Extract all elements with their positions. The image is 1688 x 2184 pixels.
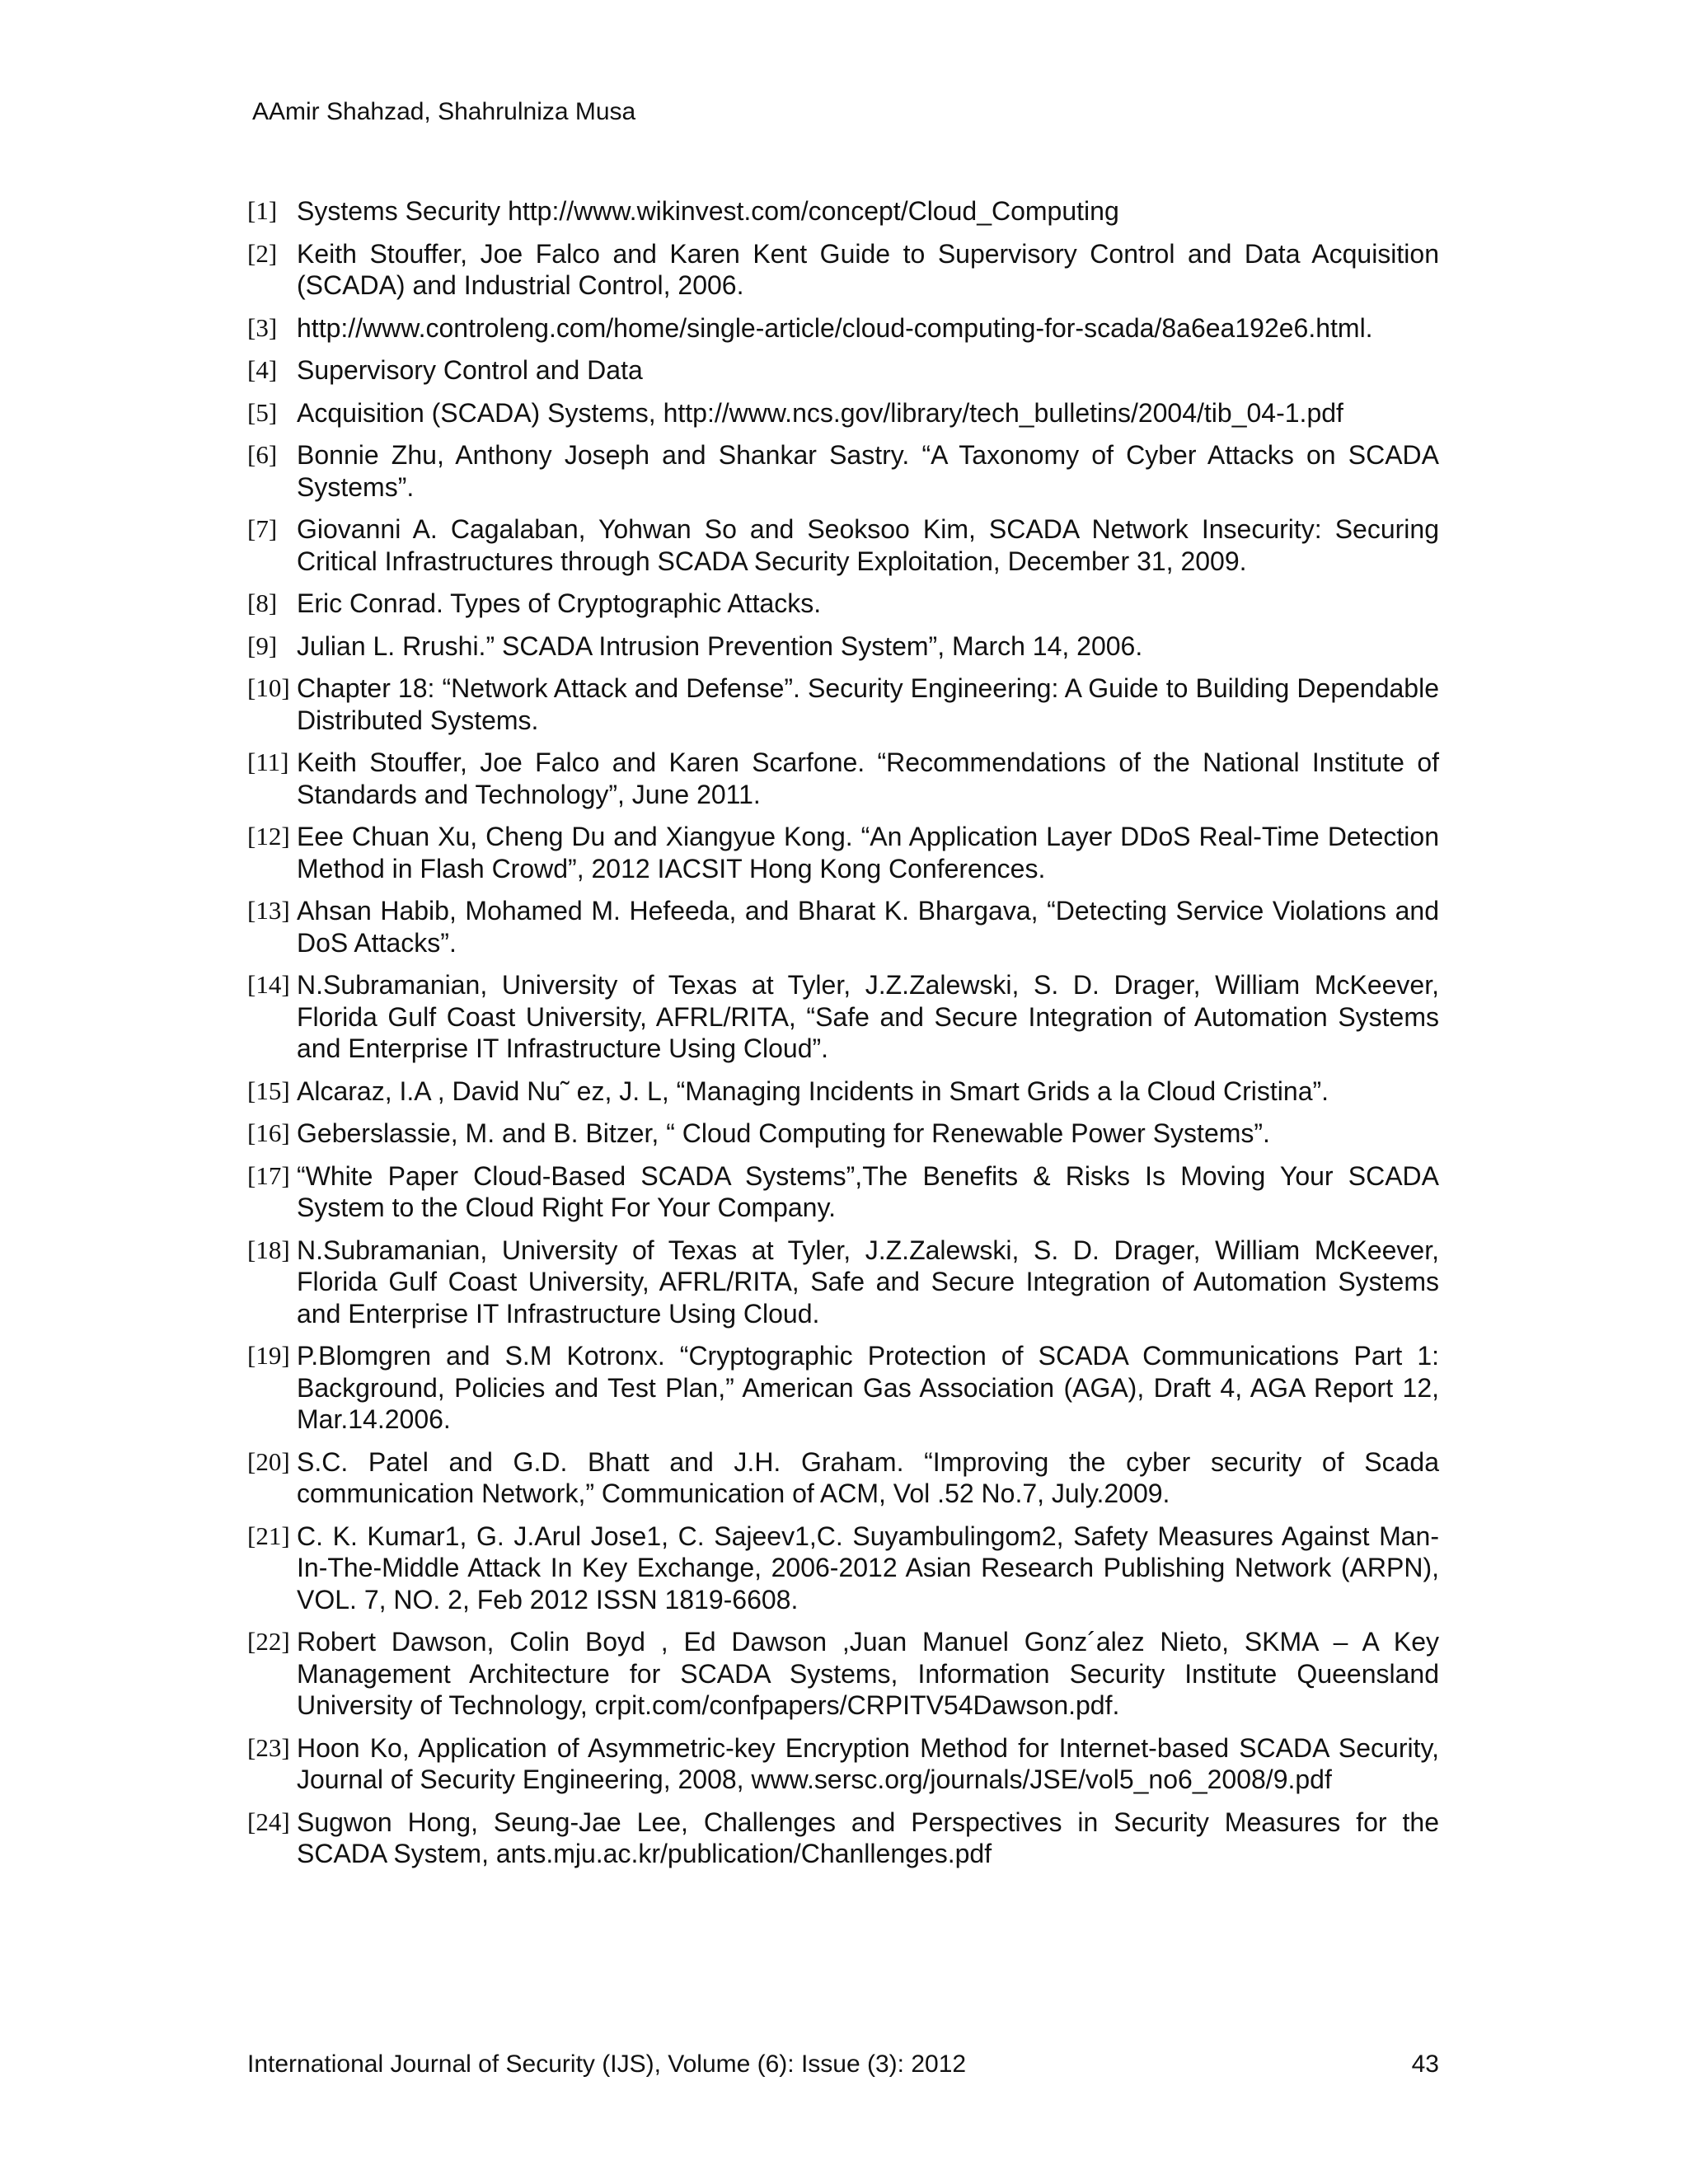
reference-text: Geberslassie, M. and B. Bitzer, “ Cloud Computing for Renewable Power Systems”. bbox=[297, 1118, 1270, 1148]
running-head-authors: AAmir Shahzad, Shahrulniza Musa bbox=[252, 98, 636, 125]
reference-number: [5] bbox=[247, 397, 278, 427]
reference-text: S.C. Patel and G.D. Bhatt and J.H. Graham. “Improving the cyber security of Scada communication Network,” Communication of ACM, Vol .52 No.7, July.2009. bbox=[297, 1446, 1439, 1508]
page-footer bbox=[247, 2050, 1439, 2079]
reference-item bbox=[247, 1160, 1439, 1224]
reference-text: Hoon Ko, Application of Asymmetric-key Encryption Method for Internet-based SCADA Security, Journal of Security Engineering, 2008, www.sersc.org/journals/JSE/vol5_no6_2008/9.pdf bbox=[297, 1732, 1439, 1794]
reference-item bbox=[247, 630, 1439, 663]
reference-number: [11] bbox=[247, 748, 289, 776]
reference-number: [4] bbox=[247, 355, 278, 384]
reference-text: Robert Dawson, Colin Boyd , Ed Dawson ,Juan Manuel Gonz´alez Nieto, SKMA – A Key Management Architecture for SCADA Systems, Information Security Institute Queensland University of Technology, crpit.com/confpapers/CRPITV54Dawson.pdf. bbox=[297, 1627, 1439, 1720]
reference-text: P.Blomgren and S.M Kotronx. “Cryptographic Protection of SCADA Communications Part 1: Background, Policies and Test Plan,” American Gas Association (AGA), Draft 4, AGA Report 12, Mar.14.2006. bbox=[297, 1341, 1439, 1434]
reference-item bbox=[247, 588, 1439, 620]
reference-text: Sugwon Hong, Seung-Jae Lee, Challenges and Perspectives in Security Measures for the SCADA System, ants.mju.ac.kr/publication/Chanllenges.pdf bbox=[297, 1807, 1439, 1868]
reference-list bbox=[247, 195, 1439, 1881]
reference-text: Keith Stouffer, Joe Falco and Karen Scarfone. “Recommendations of the National Institute of Standards and Technology”, June 2011. bbox=[297, 748, 1439, 809]
reference-number: [20] bbox=[247, 1446, 290, 1476]
reference-number: [8] bbox=[247, 588, 278, 617]
reference-number: [13] bbox=[247, 896, 290, 925]
reference-item bbox=[247, 1446, 1439, 1510]
reference-number: [16] bbox=[247, 1118, 290, 1147]
reference-number: [3] bbox=[247, 312, 278, 342]
reference-item bbox=[247, 195, 1439, 227]
reference-number: [2] bbox=[247, 238, 278, 268]
reference-number: [7] bbox=[247, 514, 278, 543]
reference-number: [15] bbox=[247, 1076, 290, 1105]
reference-item bbox=[247, 895, 1439, 958]
reference-text: Supervisory Control and Data bbox=[297, 355, 643, 385]
reference-item bbox=[247, 673, 1439, 736]
reference-item bbox=[247, 747, 1439, 810]
reference-number: [23] bbox=[247, 1732, 290, 1762]
reference-item bbox=[247, 354, 1439, 387]
reference-item bbox=[247, 1340, 1439, 1436]
reference-text: N.Subramanian, University of Texas at Tyler, J.Z.Zalewski, S. D. Drager, William McKeever, Florida Gulf Coast University, AFRL/RITA, “Safe and Secure Integration of Automation Systems and Enterprise IT Infrastructure Using Cloud”. bbox=[297, 970, 1439, 1063]
footer-page-number: 43 bbox=[1411, 2050, 1439, 2078]
reference-number: [10] bbox=[247, 673, 290, 702]
footer-journal-name: International Journal of Security (IJS), Volume (6): Issue (3): 2012 bbox=[247, 2050, 967, 2078]
reference-number: [21] bbox=[247, 1521, 290, 1550]
reference-text: Eee Chuan Xu, Cheng Du and Xiangyue Kong. “An Application Layer DDoS Real-Time Detection Method in Flash Crowd”, 2012 IACSIT Hong Kong Conferences. bbox=[297, 822, 1439, 883]
reference-text: Ahsan Habib, Mohamed M. Hefeeda, and Bharat K. Bhargava, “Detecting Service Violations and DoS Attacks”. bbox=[297, 896, 1439, 958]
reference-item bbox=[247, 439, 1439, 503]
reference-number: [19] bbox=[247, 1341, 290, 1370]
reference-item bbox=[247, 312, 1439, 344]
reference-number: [24] bbox=[247, 1807, 290, 1836]
reference-text: http://www.controleng.com/home/single-article/cloud-computing-for-scada/8a6ea192e6.html. bbox=[297, 312, 1373, 343]
reference-number: [9] bbox=[247, 630, 278, 660]
reference-item bbox=[247, 1076, 1439, 1108]
reference-text: N.Subramanian, University of Texas at Tyler, J.Z.Zalewski, S. D. Drager, William McKeever, Florida Gulf Coast University, AFRL/RITA, Safe and Secure Integration of Automation Systems and Enterprise IT Infrastructure Using Cloud. bbox=[297, 1235, 1439, 1329]
reference-number: [6] bbox=[247, 440, 278, 469]
reference-text: Julian L. Rrushi.” SCADA Intrusion Prevention System”, March 14, 2006. bbox=[297, 630, 1143, 661]
reference-item bbox=[247, 1732, 1439, 1796]
reference-item bbox=[247, 821, 1439, 884]
reference-item bbox=[247, 969, 1439, 1065]
reference-text: Acquisition (SCADA) Systems, http://www.ncs.gov/library/tech_bulletins/2004/tib_04-1.pdf bbox=[297, 397, 1343, 428]
reference-text: C. K. Kumar1, G. J.Arul Jose1, C. Sajeev1,C. Suyambulingom2, Safety Measures Against Man-In-The-Middle Attack In Key Exchange, 2006-2012 Asian Research Publishing Network (ARPN), VOL. 7, NO. 2, Feb 2012 ISSN 1819-6608. bbox=[297, 1521, 1439, 1615]
reference-item bbox=[247, 1118, 1439, 1150]
reference-number: [12] bbox=[247, 822, 290, 851]
reference-item bbox=[247, 1626, 1439, 1722]
reference-text: Eric Conrad. Types of Cryptographic Attacks. bbox=[297, 588, 822, 618]
reference-text: Keith Stouffer, Joe Falco and Karen Kent Guide to Supervisory Control and Data Acquisition (SCADA) and Industrial Control, 2006. bbox=[297, 238, 1439, 300]
reference-text: Giovanni A. Cagalaban, Yohwan So and Seoksoo Kim, SCADA Network Insecurity: Securing Critical Infrastructures through SCADA Security Exploitation, December 31, 2009. bbox=[297, 514, 1439, 576]
reference-number: [1] bbox=[247, 196, 278, 225]
reference-text: Systems Security http://www.wikinvest.com/concept/Cloud_Computing bbox=[297, 196, 1119, 226]
reference-item bbox=[247, 238, 1439, 302]
reference-text: Bonnie Zhu, Anthony Joseph and Shankar Sastry. “A Taxonomy of Cyber Attacks on SCADA Systems”. bbox=[297, 440, 1439, 502]
reference-item bbox=[247, 1235, 1439, 1330]
reference-item bbox=[247, 513, 1439, 577]
reference-item bbox=[247, 1521, 1439, 1616]
reference-item bbox=[247, 1807, 1439, 1870]
reference-item bbox=[247, 397, 1439, 429]
reference-number: [14] bbox=[247, 970, 290, 999]
reference-text: Chapter 18: “Network Attack and Defense”. Security Engineering: A Guide to Building Dependable Distributed Systems. bbox=[297, 673, 1439, 735]
reference-text: Alcaraz, I.A , David Nu˜ ez, J. L, “Managing Incidents in Smart Grids a la Cloud Cristina”. bbox=[297, 1076, 1329, 1106]
reference-text: “White Paper Cloud-Based SCADA Systems”,The Benefits & Risks Is Moving Your SCADA System to the Cloud Right For Your Company. bbox=[297, 1160, 1439, 1222]
reference-number: [22] bbox=[247, 1627, 290, 1656]
reference-number: [17] bbox=[247, 1160, 290, 1190]
reference-number: [18] bbox=[247, 1235, 290, 1264]
